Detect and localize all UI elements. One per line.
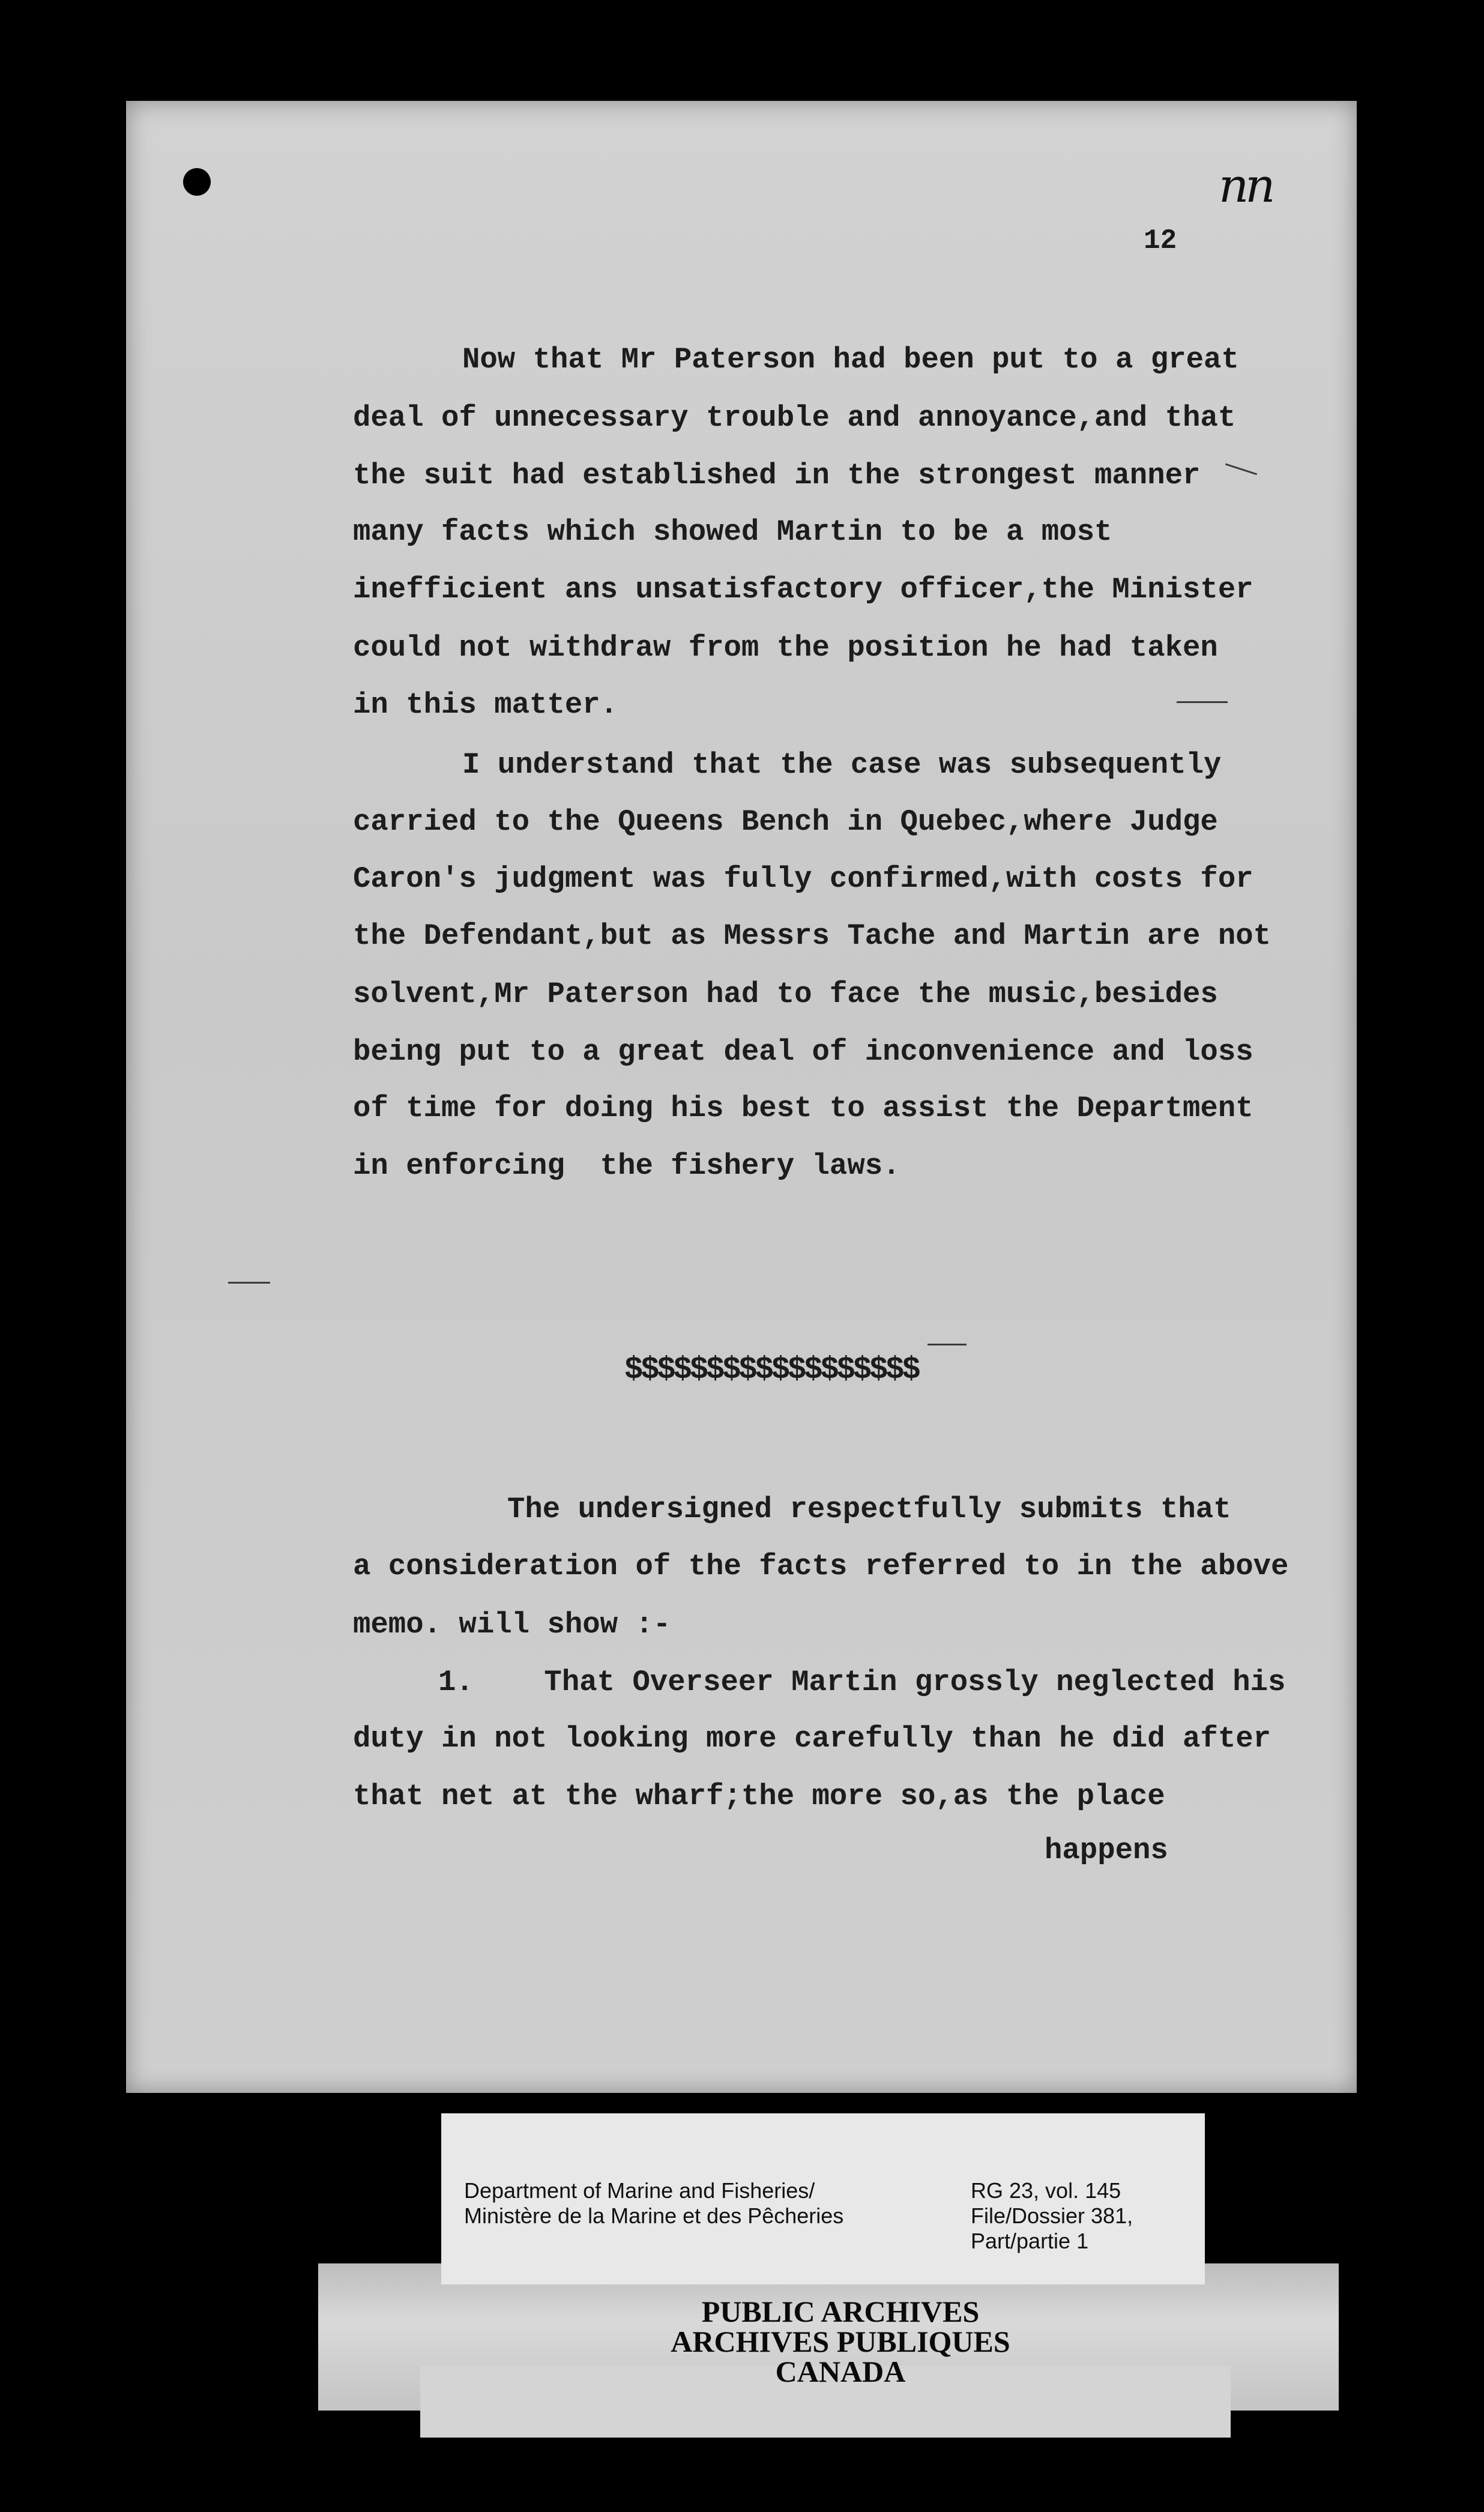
archive-label [441, 2113, 1205, 2284]
stamp-line-1: PUBLIC ARCHIVES [701, 2295, 980, 2328]
body-line: Now that Mr Paterson had been put to a great [462, 343, 1239, 376]
body-line: carried to the Queens Bench in Quebec,where Judge [353, 805, 1218, 839]
body-line: I understand that the case was subsequently [462, 748, 1222, 782]
label-department-fr: Ministère de la Marine et des Pêcheries [464, 2203, 844, 2228]
section-separator: $$$$$$$$$$$$$$$$$$ [624, 1352, 918, 1387]
paper-mark [928, 1344, 967, 1345]
paper-mark [1177, 701, 1228, 703]
body-line: could not withdraw from the position he had taken [353, 631, 1218, 665]
body-line: the Defendant,but as Messrs Tache and Martin are not [353, 919, 1271, 953]
label-reference-1: RG 23, vol. 145 [971, 2178, 1121, 2203]
body-line: solvent,Mr Paterson had to face the music,besides [353, 977, 1218, 1011]
body-line: The undersigned respectfully submits that [507, 1493, 1231, 1526]
body-line: Caron's judgment was fully confirmed,with costs for [353, 862, 1253, 896]
body-line: many facts which showed Martin to be a most [353, 515, 1112, 549]
body-line: deal of unnecessary trouble and annoyance,and that [353, 401, 1236, 435]
body-line: being put to a great deal of inconvenience and loss [353, 1035, 1253, 1069]
body-line: in this matter. [353, 688, 618, 722]
list-item-line: 1. That Overseer Martin grossly neglected his [438, 1665, 1286, 1699]
body-line: memo. will show :- [353, 1608, 671, 1641]
stamp-line-2: ARCHIVES PUBLIQUES [671, 2325, 1010, 2358]
list-item-line: duty in not looking more carefully than he did after [353, 1722, 1271, 1756]
stamp-line-3: CANADA [775, 2355, 906, 2388]
page-number: 12 [1144, 225, 1177, 256]
paper-mark [228, 1282, 270, 1284]
body-line: the suit had established in the strongest manner [353, 459, 1201, 492]
label-reference-3: Part/partie 1 [971, 2229, 1089, 2253]
catchword: happens [1045, 1834, 1168, 1867]
punch-hole [183, 168, 211, 196]
handwritten-initials: nn [1219, 159, 1272, 213]
body-line: of time for doing his best to assist the Department [353, 1091, 1253, 1125]
body-line: a consideration of the facts referred to in the above [353, 1550, 1289, 1583]
label-department-en: Department of Marine and Fisheries/ [464, 2178, 815, 2203]
label-reference-2: File/Dossier 381, [971, 2203, 1133, 2228]
body-line: inefficient ans unsatisfactory officer,the Minister [353, 573, 1253, 606]
body-line: in enforcing the fishery laws. [353, 1149, 900, 1183]
list-item-line: that net at the wharf;the more so,as the place [353, 1780, 1165, 1813]
